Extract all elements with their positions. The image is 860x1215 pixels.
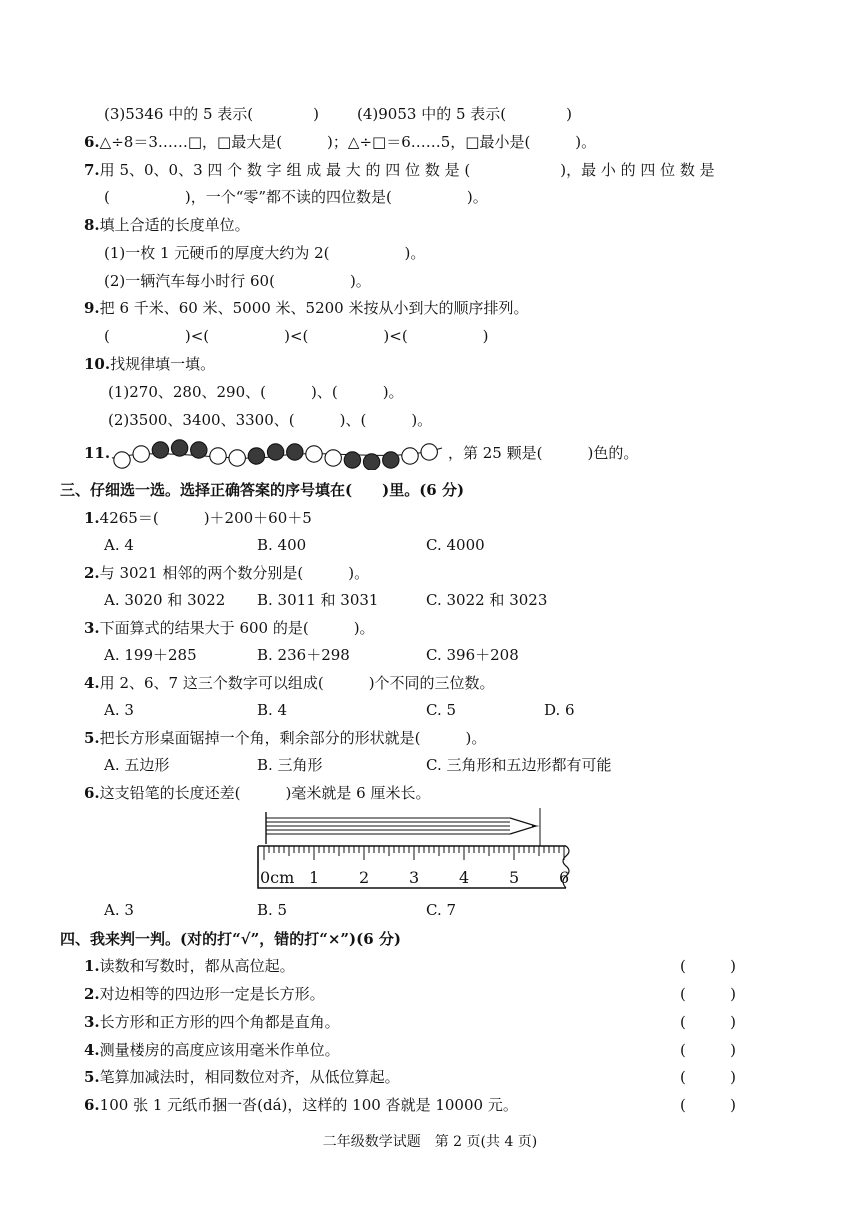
- question-9: [84, 298, 529, 318]
- answer-option: A. 3: [104, 901, 134, 919]
- ruler-label: 5: [509, 868, 520, 887]
- answer-parentheses[interactable]: [680, 956, 736, 976]
- white-bead: [306, 446, 322, 462]
- left-paren: (: [680, 1041, 686, 1059]
- white-bead: [402, 448, 418, 464]
- choice-question: [84, 618, 375, 638]
- answer-option: C. 5: [426, 701, 457, 719]
- question-number: 5.: [84, 1068, 100, 1086]
- question-8-sub1: (1)一枚 1 元硬币的厚度大约为 2( )。: [104, 244, 426, 262]
- left-paren: (: [680, 1068, 686, 1086]
- answer-option: D. 6: [544, 701, 575, 719]
- question-11-number: [84, 443, 110, 463]
- right-paren: ): [730, 1013, 736, 1031]
- answer-option: A. 4: [104, 536, 134, 554]
- question-text: 下面算式的结果大于 600 的是( )。: [99, 619, 375, 637]
- left-paren: (: [680, 1013, 686, 1031]
- question-text: 100 张 1 元纸币捆一沓(dá)，这样的 100 沓就是 10000 元。: [99, 1096, 518, 1114]
- question-7-line2: ( )，一个“零”都不读的四位数是( )。: [104, 188, 488, 206]
- answer-parentheses[interactable]: [680, 984, 736, 1004]
- ruler-label: 3: [409, 868, 420, 887]
- black-bead: [267, 444, 283, 460]
- white-bead: [421, 444, 437, 460]
- black-bead: [171, 440, 187, 456]
- left-paren: (: [680, 1096, 686, 1114]
- answer-option: A. 199＋285: [104, 646, 197, 664]
- black-bead: [191, 442, 207, 458]
- judgement-item: [84, 984, 325, 1004]
- judgement-item: [84, 1040, 340, 1060]
- question-number: 11.: [84, 444, 111, 462]
- answer-option: C. 7: [426, 901, 457, 919]
- question-text: 读数和写数时，都从高位起。: [99, 957, 295, 975]
- answer-option: C. 4000: [426, 536, 485, 554]
- right-paren: ): [730, 985, 736, 1003]
- q5-part3: (3)5346 中的 5 表示( ): [104, 105, 319, 123]
- choice-question: [84, 508, 312, 528]
- judgement-item: [84, 1012, 340, 1032]
- question-number: 4.: [84, 674, 100, 692]
- question-number: 3.: [84, 619, 100, 637]
- white-bead: [210, 448, 226, 464]
- question-number: 10.: [84, 355, 111, 373]
- choice-question: [84, 728, 486, 748]
- ruler-label: 6: [559, 868, 570, 887]
- question-11-text: ，第 25 颗是( )色的。: [448, 444, 639, 462]
- right-paren: ): [730, 1096, 736, 1114]
- question-text: 4265＝( )＋200＋60＋5: [99, 509, 312, 527]
- question-number: 6.: [84, 784, 100, 802]
- white-bead: [229, 450, 245, 466]
- judgement-item: [84, 956, 295, 976]
- question-number: 1.: [84, 957, 100, 975]
- section-3-title: 三、仔细选一选。选择正确答案的序号填在( )里。(6 分): [60, 481, 465, 499]
- page-footer: 二年级数学试题 第 2 页(共 4 页): [322, 1134, 538, 1150]
- question-text: 找规律填一填。: [110, 355, 216, 373]
- question-7-line1: [84, 160, 715, 180]
- answer-parentheses[interactable]: [680, 1040, 736, 1060]
- question-number: 1.: [84, 509, 100, 527]
- answer-option: B. 4: [257, 701, 288, 719]
- left-paren: (: [680, 957, 686, 975]
- question-text: 笔算加减法时，相同数位对齐，从低位算起。: [99, 1068, 400, 1086]
- answer-parentheses[interactable]: [680, 1095, 736, 1115]
- choice-question: [84, 783, 430, 803]
- question-number: 6.: [84, 1096, 100, 1114]
- right-paren: ): [730, 957, 736, 975]
- question-text: 与 3021 相邻的两个数分别是( )。: [99, 564, 370, 582]
- white-bead: [114, 452, 130, 468]
- bead-string: [108, 436, 448, 470]
- question-text: 用 2、6、7 这三个数字可以组成( )个不同的三位数。: [99, 674, 495, 692]
- white-bead: [133, 446, 149, 462]
- black-bead: [383, 452, 399, 468]
- question-9-blanks: ( )<( )<( )<( ): [104, 327, 489, 345]
- answer-option: C. 三角形和五边形都有可能: [426, 756, 612, 774]
- pencil: [266, 808, 540, 846]
- question-10: [84, 354, 215, 374]
- answer-option: A. 五边形: [104, 756, 170, 774]
- question-number: 9.: [84, 299, 100, 317]
- right-paren: ): [730, 1068, 736, 1086]
- choice-question: [84, 563, 369, 583]
- choice-question: [84, 673, 495, 693]
- answer-option: A. 3: [104, 701, 134, 719]
- question-8: [84, 215, 250, 235]
- question-6: [84, 132, 596, 152]
- black-bead: [287, 444, 303, 460]
- black-bead: [363, 454, 379, 470]
- question-text: △÷8＝3……□，□最大是( )；△÷□＝6……5，□最小是( )。: [99, 133, 597, 151]
- answer-option: C. 3022 和 3023: [426, 591, 548, 609]
- answer-parentheses[interactable]: [680, 1067, 736, 1087]
- judgement-item: [84, 1095, 518, 1115]
- question-8-sub2: (2)一辆汽车每小时行 60( )。: [104, 272, 371, 290]
- question-text: 测量楼房的高度应该用毫米作单位。: [99, 1041, 340, 1059]
- ruler-label: 4: [459, 868, 470, 887]
- ruler-label: 2: [359, 868, 370, 887]
- question-text: 长方形和正方形的四个角都是直角。: [99, 1013, 340, 1031]
- question-number: 7.: [84, 161, 100, 179]
- answer-parentheses[interactable]: [680, 1012, 736, 1032]
- answer-option: B. 5: [257, 901, 288, 919]
- question-10-sub2: (2)3500、3400、3300、( )、( )。: [108, 411, 433, 429]
- question-text: 用 5、0、0、3 四 个 数 字 组 成 最 大 的 四 位 数 是 ( )，最 小 的 四 位 数 是: [99, 161, 715, 179]
- answer-option: B. 400: [257, 536, 307, 554]
- answer-option: A. 3020 和 3022: [104, 591, 226, 609]
- question-text: 这支铅笔的长度还差( )毫米就是 6 厘米长。: [99, 784, 431, 802]
- section-4-title: 四、我来判一判。(对的打“√”，错的打“×”)(6 分): [60, 930, 401, 948]
- question-number: 2.: [84, 564, 100, 582]
- q5-part4: (4)9053 中的 5 表示( ): [357, 105, 572, 123]
- question-number: 5.: [84, 729, 100, 747]
- left-paren: (: [680, 985, 686, 1003]
- ruler-label: 1: [309, 868, 320, 887]
- question-text: 填上合适的长度单位。: [99, 216, 250, 234]
- answer-option: B. 236＋298: [257, 646, 350, 664]
- black-bead: [344, 452, 360, 468]
- question-number: 6.: [84, 133, 100, 151]
- question-number: 8.: [84, 216, 100, 234]
- question-number: 3.: [84, 1013, 100, 1031]
- question-text: 把 6 千米、60 米、5000 米、5200 米按从小到大的顺序排列。: [99, 299, 529, 317]
- right-paren: ): [730, 1041, 736, 1059]
- question-text: 对边相等的四边形一定是长方形。: [99, 985, 325, 1003]
- black-bead: [152, 442, 168, 458]
- black-bead: [248, 448, 264, 464]
- answer-option: B. 三角形: [257, 756, 323, 774]
- question-number: 2.: [84, 985, 100, 1003]
- question-number: 4.: [84, 1041, 100, 1059]
- question-10-sub1: (1)270、280、290、( )、( )。: [108, 383, 404, 401]
- answer-option: B. 3011 和 3031: [257, 591, 379, 609]
- white-bead: [325, 450, 341, 466]
- answer-option: C. 396＋208: [426, 646, 519, 664]
- judgement-item: [84, 1067, 400, 1087]
- ruler-zero-label: 0cm: [260, 868, 295, 887]
- question-text: 把长方形桌面锯掉一个角，剩余部分的形状就是( )。: [99, 729, 487, 747]
